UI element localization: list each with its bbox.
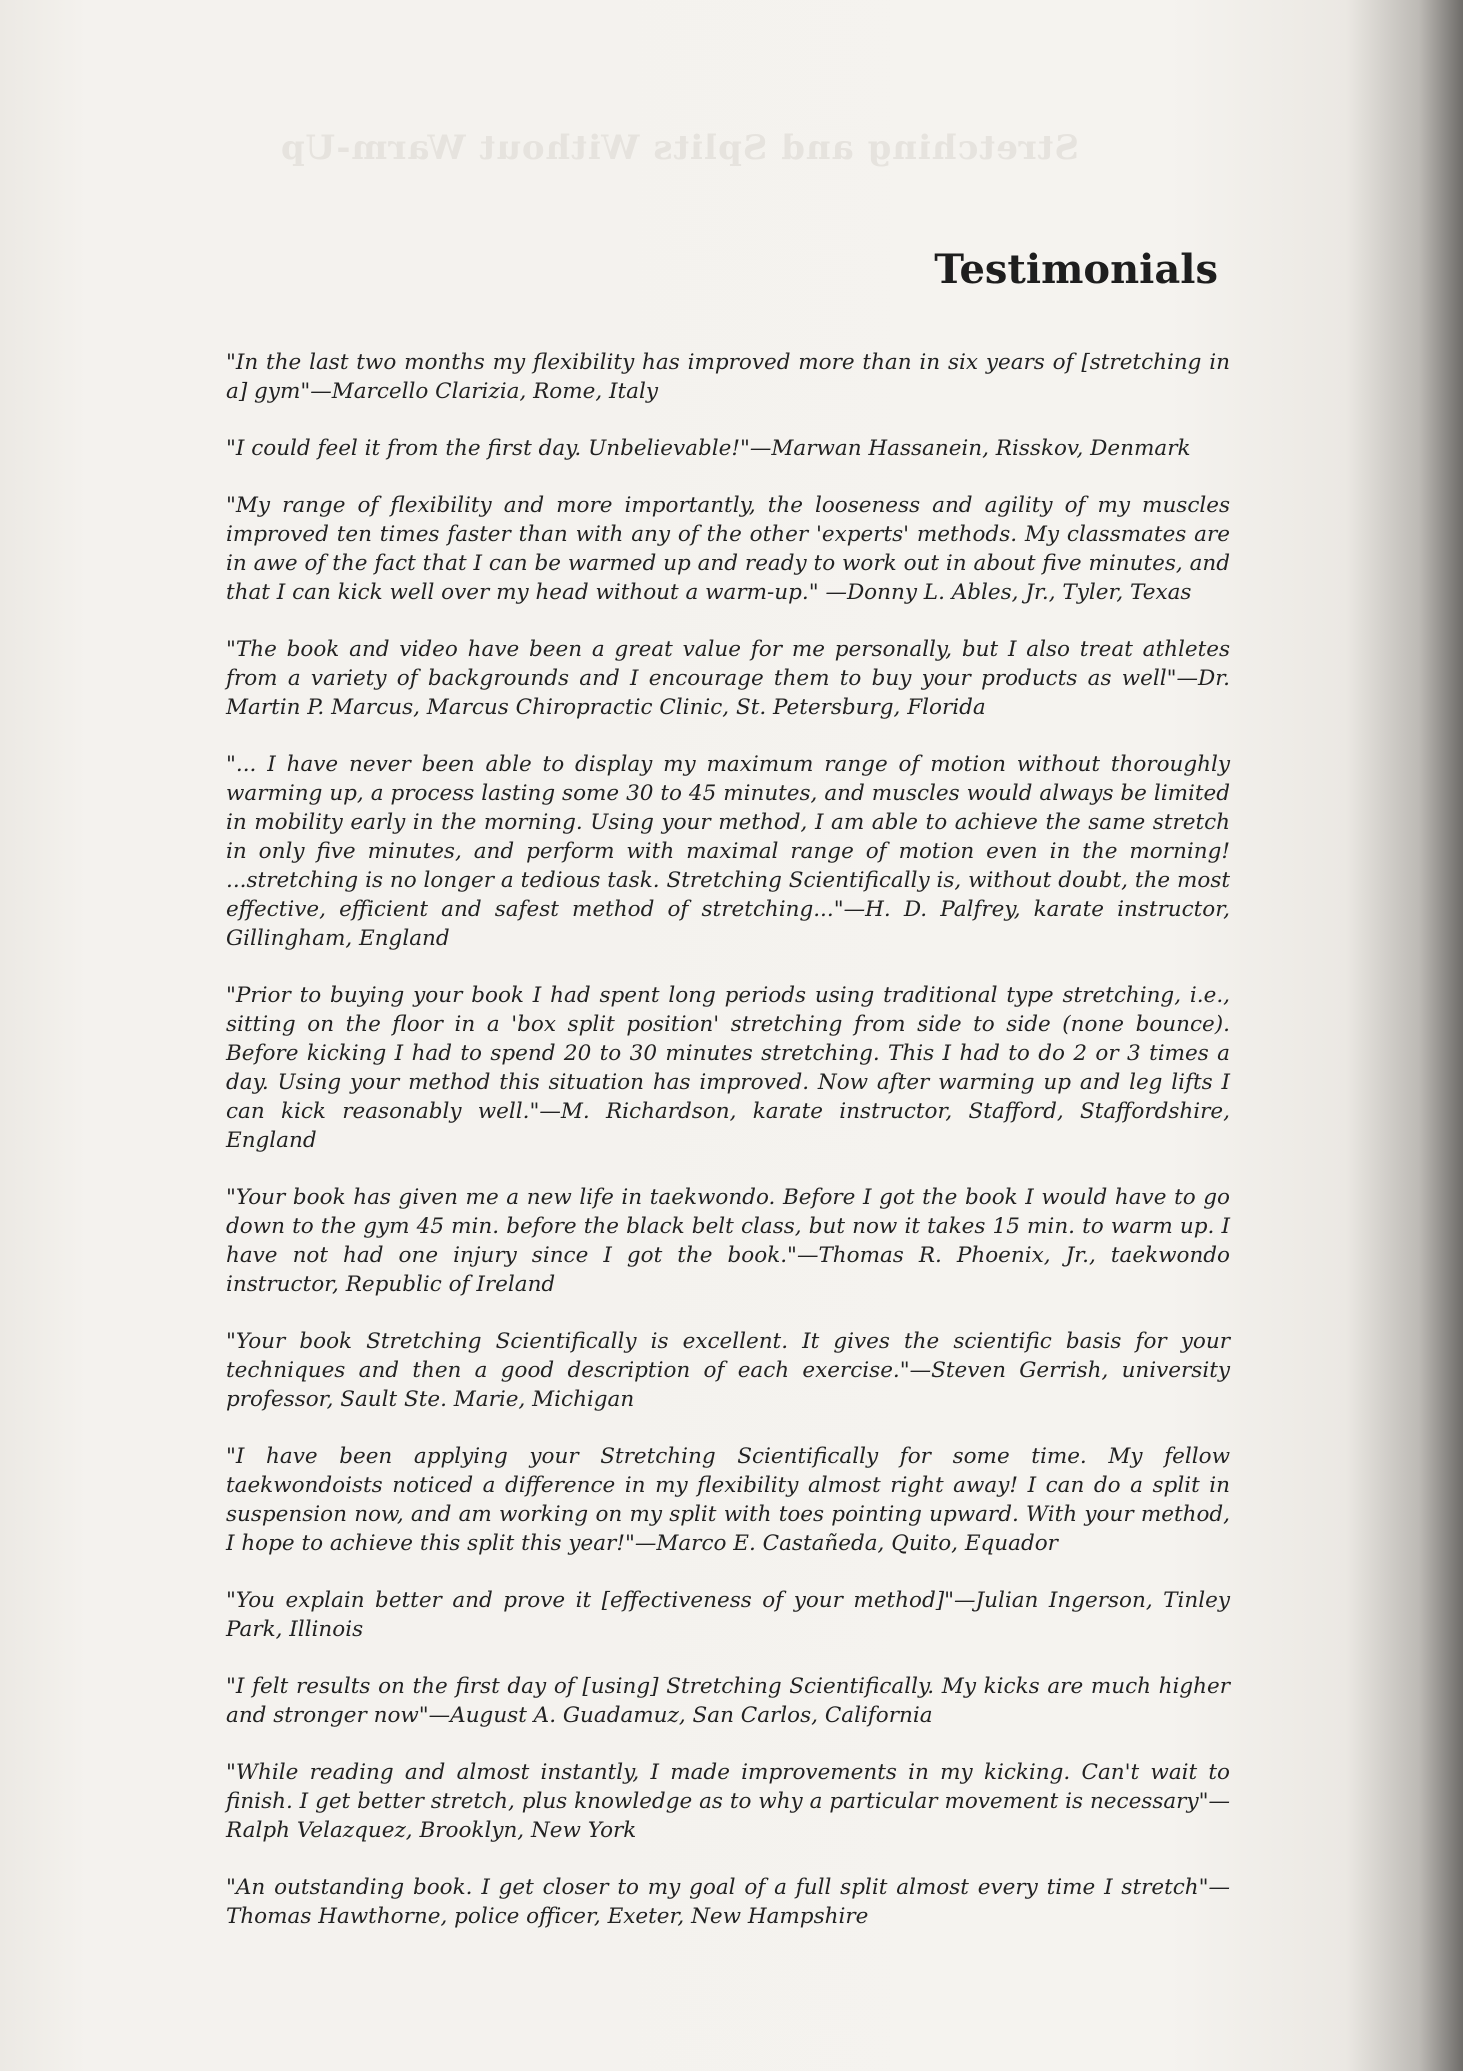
testimonial: "You explain better and prove it [effectiveness of your method]"—Julian Ingerson, Tinley Park, Illinois bbox=[226, 1588, 1230, 1642]
bleed-through-heading: Stretching and Splits Without Warm-Up bbox=[280, 128, 1079, 168]
testimonial: "An outstanding book. I get closer to my goal of a full split almost every time I stretch"—Thomas Hawthorne, police officer, Exeter, New Hampshire bbox=[226, 1875, 1230, 1929]
testimonial: "In the last two months my flexibility has improved more than in six years of [stretching in a] gym"—Marcello Clarizia, Rome, Italy bbox=[226, 350, 1230, 404]
testimonial: "I have been applying your Stretching Scientifically for some time. My fellow taekwondoists noticed a difference in my flexibility almost right away! I can do a split in suspension now, and am working on my split with toes pointing upward. With your method, I hope to achieve this split this year!"—Marco E. Castañeda, Quito, Equador bbox=[226, 1444, 1230, 1556]
testimonial: "Your book Stretching Scientifically is excellent. It gives the scientific basis for your techniques and then a good description of each exercise."—Steven Gerrish, university professor, Sault Ste. Marie, Michigan bbox=[226, 1329, 1230, 1412]
testimonial: "While reading and almost instantly, I made improvements in my kicking. Can't wait to finish. I get better stretch, plus knowledge as to why a particular movement is necessary"—Ralph Velazquez, Brooklyn, New York bbox=[226, 1760, 1230, 1843]
testimonial: "The book and video have been a great value for me personally, but I also treat athletes from a variety of backgrounds and I encourage them to buy your products as well"—Dr. Martin P. Marcus, Marcus Chiropractic Clinic, St. Petersburg, Florida bbox=[226, 637, 1230, 720]
page-title: Testimonials bbox=[934, 246, 1218, 293]
testimonial: "I could feel it from the first day. Unbelievable!"—Marwan Hassanein, Risskov, Denmark bbox=[226, 436, 1191, 461]
testimonial: "Prior to buying your book I had spent long periods using traditional type stretching, i.e., sitting on the floor in a 'box split position' stretching from side to side (none bounce). Before kicking I had to spend 20 to 30 minutes stretching. This I had to do 2 or 3 times a day. Using your method this situation has improved. Now after warming up and leg lifts I can kick reasonably well."—M. Richardson, karate instructor, Stafford, Staffordshire, England bbox=[226, 983, 1230, 1153]
testimonial: "My range of flexibility and more importantly, the looseness and agility of my muscles improved ten times faster than with any of the other 'experts' methods. My classmates are in awe of the fact that I can be warmed up and ready to work out in about five minutes, and that I can kick well over my head without a warm-up." —Donny L. Ables, Jr., Tyler, Texas bbox=[226, 493, 1230, 605]
testimonial-list bbox=[226, 348, 1230, 1959]
testimonial: "... I have never been able to display my maximum range of motion without thoroughly warming up, a process lasting some 30 to 45 minutes, and muscles would always be limited in mobility early in the morning. Using your method, I am able to achieve the same stretch in only five minutes, and perform with maximal range of motion even in the morning! ...stretching is no longer a tedious task. Stretching Scientifically is, without doubt, the most effective, efficient and safest method of stretching..."—H. D. Palfrey, karate instructor, Gillingham, England bbox=[226, 752, 1230, 951]
testimonial: "I felt results on the first day of [using] Stretching Scientifically. My kicks are much higher and stronger now"—August A. Guadamuz, San Carlos, California bbox=[226, 1674, 1230, 1728]
testimonial: "Your book has given me a new life in taekwondo. Before I got the book I would have to go down to the gym 45 min. before the black belt class, but now it takes 15 min. to warm up. I have not had one injury since I got the book."—Thomas R. Phoenix, Jr., taekwondo instructor, Republic of Ireland bbox=[226, 1185, 1230, 1297]
